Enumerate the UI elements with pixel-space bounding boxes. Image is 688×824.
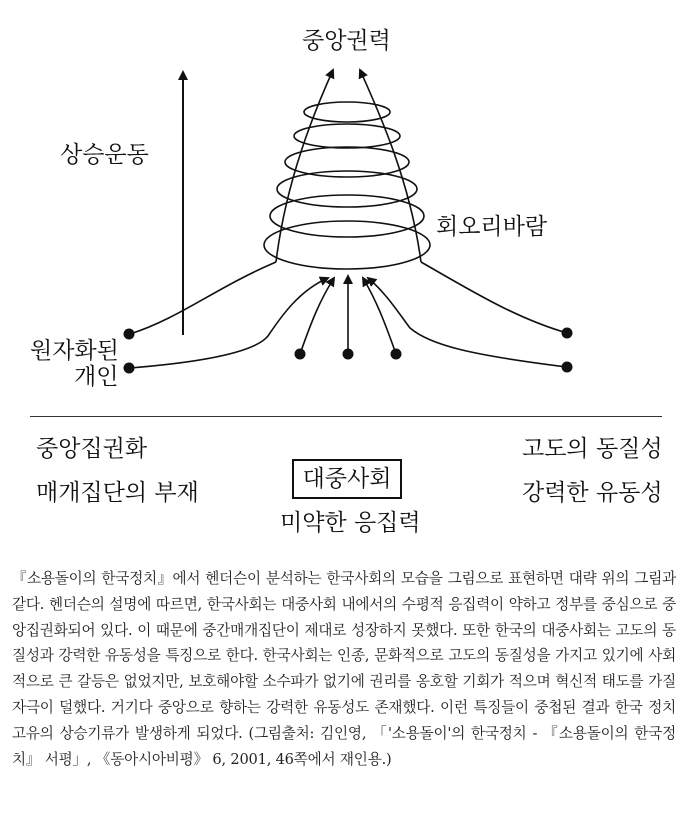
individual-dot — [391, 349, 402, 360]
weak-cohesion-label: 미약한 응집력 — [280, 510, 421, 536]
individual-dot — [295, 349, 306, 360]
individual-dot — [562, 362, 573, 373]
flow-line — [421, 262, 567, 333]
vortex-ring — [304, 102, 390, 122]
section-divider — [30, 416, 662, 417]
atomized-label-line2: 개인 — [74, 364, 119, 390]
whirlwind-label: 회오리바람 — [436, 214, 548, 240]
homogeneity-label: 고도의 동질성 — [522, 436, 663, 462]
atomized-label-line1: 원자화된 — [30, 338, 119, 364]
no-intermediary-label: 매개집단의 부재 — [36, 480, 199, 506]
individual-dot — [343, 349, 354, 360]
vortex-ring — [294, 124, 400, 148]
figure-caption: 『소용돌이의 한국정치』에서 헨더슨이 분석하는 한국사회의 모습을 그림으로 표현하면 대략 위의 그림과 같다. 헨더슨의 설명에 따르면, 한국사회는 대중사회 내에서의 수평적 응집력이 약하고 정부를 중심으로 중앙집권화되어 있다. 이 때문에 중간매개집단이 제대로 성장하지 못했다. 또한 한국의 대중사회는 고도의 동질성과 강력한 유동성을 특징으로 한다. 한국사회는 인종, 문화적으로 고도의 동질성을 가지고 있기에 사회적으로 큰 갈등은 없었지만, 보호해야할 소수파가 없기에 권리를 옹호할 기회가 적으며 혁신적 태도를 가질 자극이 덜했다. 거기다 중앙으로 향하는 강력한 유동성도 존재했다. 이런 특징들이 중첩된 결과 한국 정치 고유의 상승기류가 발생하게 되었다. (그림출처: 김인영, 「'소용돌이'의 한국정치 - 『소용돌이의 한국정치』 서평」, 《동아시아비평》 6, 2001, 46쪽에서 재인용.) — [12, 570, 676, 768]
vortex-ring — [285, 147, 409, 177]
flow-line — [300, 278, 334, 354]
mobility-label: 강력한 유동성 — [522, 480, 663, 506]
individual-dot — [124, 363, 135, 374]
upward-movement-label: 상승운동 — [60, 142, 149, 168]
vortex-ring — [264, 221, 430, 269]
centralization-label: 중앙집권화 — [36, 436, 148, 462]
flow-line — [130, 262, 276, 334]
mass-society-box: 대중사회 — [292, 459, 402, 499]
individual-dot — [562, 328, 573, 339]
individual-dot — [124, 329, 135, 340]
central-power-label: 중앙권력 — [302, 28, 391, 54]
